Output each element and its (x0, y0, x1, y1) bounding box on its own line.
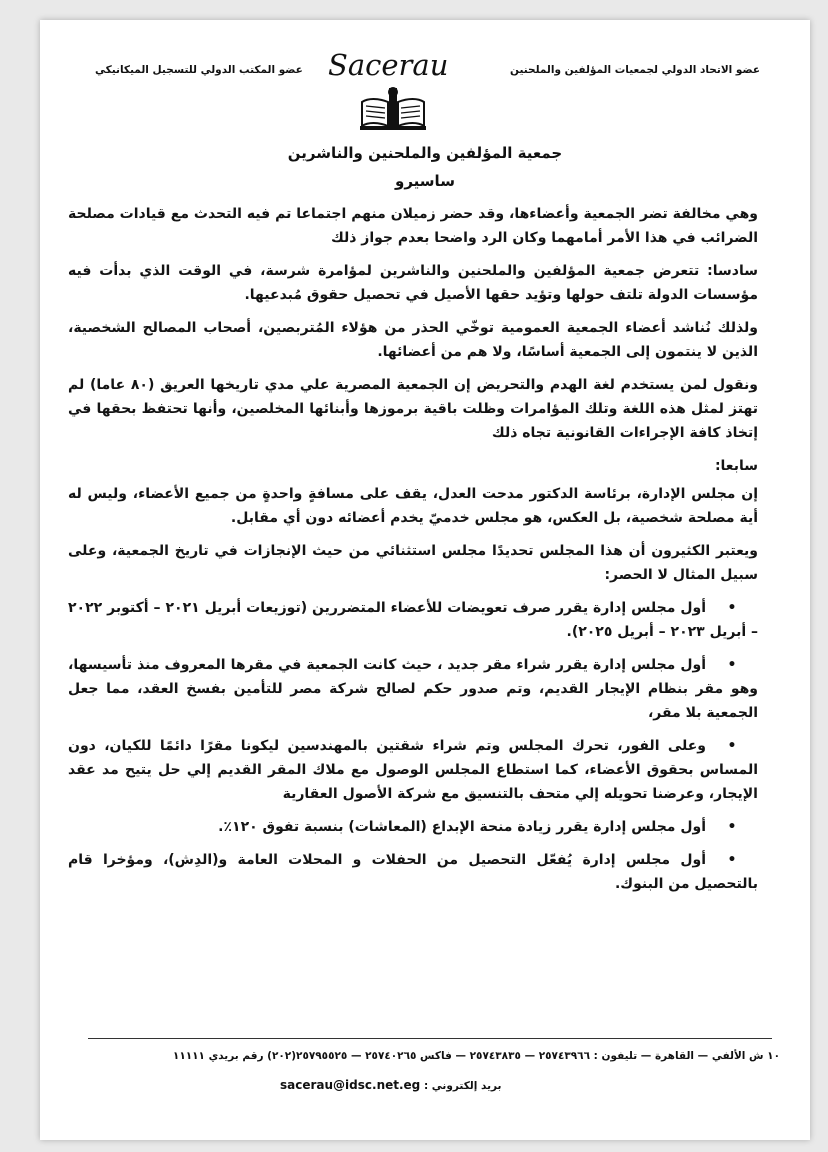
list-item: •أول مجلس إدارة يقرر شراء مقر جديد ، حيث كانت الجمعية في مقرها المعروف منذ تأسيسها، وهو مقر بنظام الإيجار القديم، وتم صدور حكم لصالح شركة مصر للتأمين بفسخ العقد، مما جعل الجمعية بلا مقر، (68, 653, 758, 725)
sacerau-emblem-icon (358, 86, 428, 132)
paragraph-4: ونقول لمن يستخدم لغة الهدم والتحريض إن الجمعية المصرية علي مدي تاريخها العريق (٨٠ عاما) لم تهتز لمثل هذه اللغة وتلك المؤامرات وظلت باقية برموزها وأبنائها المخلصين، وأنها تحتفظ بحقها في إتخاذ كافة الإجراءات القانونية تجاه ذلك (68, 377, 758, 441)
list-item: •أول مجلس إدارة يُفعّل التحصيل من الحفلات و المحلات العامة و(الدِش)، ومؤخرا قام بالتحصيل من البنوك. (68, 848, 758, 896)
footer-email-line (280, 1078, 502, 1092)
list-item: •أول مجلس إدارة يقرر صرف تعويضات للأعضاء المتضررين (توزيعات أبريل ٢٠٢١ – أكتوبر ٢٠٢٢ – أبريل ٢٠٢٣ – أبريل ٢٠٢٥). (68, 596, 758, 644)
email-address: sacerau@idsc.net.eg (280, 1078, 421, 1092)
paragraph-1: وهي مخالفة تضر الجمعية وأعضاءها، وقد حضر زميلان منهم اجتماعا تم فيه التحدث مع قيادات مصلحة الضرائب في هذا الأمر أمامهما وكان الرد واضحا بعدم جواز ذلك (68, 206, 758, 246)
paragraph-6: ويعتبر الكثيرون أن هذا المجلس تحديدًا مجلس استثنائي من حيث الإنجازات في تاريخ الجمعية، وعلى سبيل المثال لا الحصر: (68, 543, 758, 583)
header-membership-left: عضو المكتب الدولي للتسجيل الميكانيكي (95, 64, 303, 76)
paragraph-3: ولذلك نُناشد أعضاء الجمعية العمومية توخّي الحذر من هؤلاء المُتربصين، أصحاب المصالح الشخصية، الذين لا ينتمون إلى الجمعية أساسًا، ولا هم من أعضائها. (68, 320, 758, 360)
bullet-icon: • (727, 600, 737, 616)
organization-acronym: ساسيرو (395, 172, 455, 190)
organization-title: جمعية المؤلفين والملحنين والناشرين (287, 144, 563, 162)
bullet-icon: • (727, 819, 737, 835)
paragraph-2: سادسا: تتعرض جمعية المؤلفين والملحنين والناشرين لمؤامرة شرسة، في الوقت الذي بدأت فيه مؤسسات الدولة تلتف حولها وتؤيد حقها الأصيل في تحصيل حقوق مُبدعيها. (68, 263, 758, 303)
bullet-icon: • (727, 852, 737, 868)
bullet-icon: • (727, 738, 737, 754)
achievements-list (68, 596, 758, 896)
bullet-icon: • (727, 657, 737, 673)
list-item: •أول مجلس إدارة يقرر زيادة منحة الإبداع (المعاشات) بنسبة تفوق ١٢٠٪. (68, 815, 758, 839)
logo-wordmark: Sacerau (328, 48, 449, 82)
header-membership-right: عضو الاتحاد الدولي لجمعيات المؤلفين والملحنين (510, 64, 760, 76)
letter-body (68, 202, 758, 905)
footer-address: ١٠ ش الألفي — القاهرة — تليفون : ٢٥٧٤٣٩٦٦ — ٢٥٧٤٣٨٣٥ — فاكس ٢٥٧٤٠٢٦٥ — ٢٥٧٩٥٥٢٥(٢٠٢) رقم بريدي ١١١١١ (172, 1050, 780, 1062)
email-label: بريد إلكتروني : (423, 1080, 502, 1092)
document-page (40, 20, 810, 1140)
list-item: •وعلى الفور، تحرك المجلس وتم شراء شقتين بالمهندسين ليكونا مقرًا دائمًا للكيان، دون المساس بحقوق الأعضاء، كما استطاع المجلس الوصول مع ملاك المقر القديم إلي حل يتيح مد عقد الإيجار، وعرضنا تحويله إلي متحف بالتنسيق مع شركة الأصول العقارية (68, 734, 758, 806)
footer-divider (88, 1038, 772, 1039)
paragraph-5: إن مجلس الإدارة، برئاسة الدكتور مدحت العدل، يقف على مسافةٍ واحدةٍ من جميع الأعضاء، وليس له أية مصلحة شخصية، بل العكس، هو مجلس خدميّ يخدم أعضائه دون أي مقابل. (68, 486, 758, 526)
section-seventh-heading: سابعا: (714, 458, 758, 474)
